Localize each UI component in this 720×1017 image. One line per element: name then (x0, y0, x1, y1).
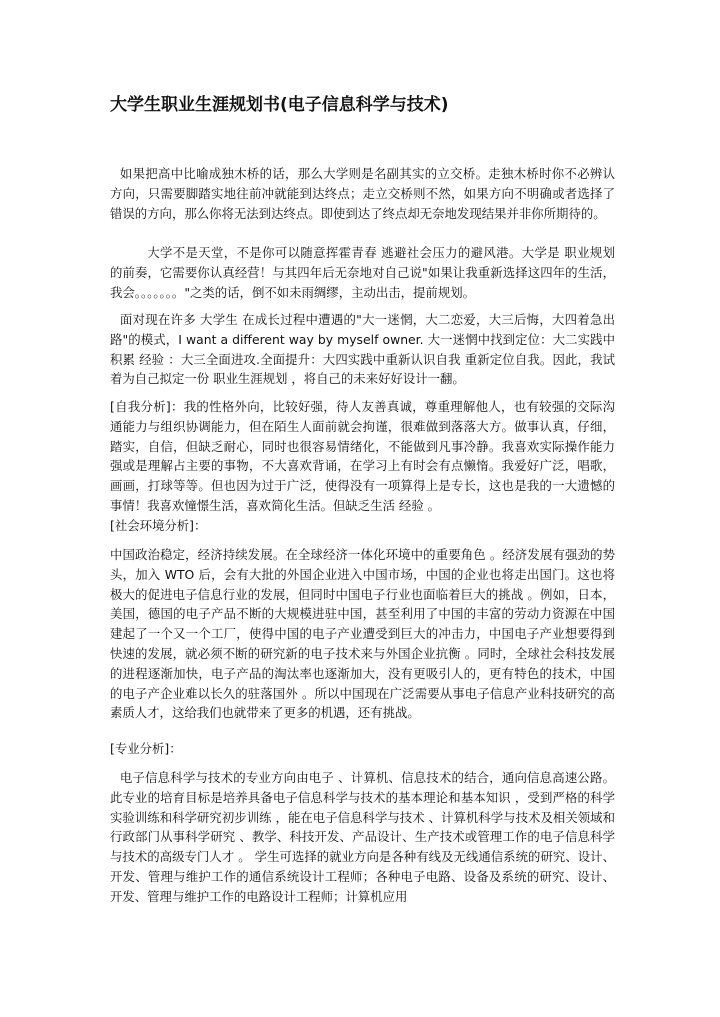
social-analysis-heading: [社会环境分析]： (110, 518, 207, 533)
intro-paragraph: 如果把高中比喻成独木桥的话，那么大学则是名副其实的立交桥。走独木桥时你不必辨认方向，只需要脚踏实地往前冲就能到达终点；走立交桥则不然，如果方向不明确或者选择了错误的方向，那么你将无法到达终点。即使到达了终点却无奈地发现结果并非你所期待的。 (110, 166, 615, 221)
planning-paragraph: 面对现在许多 大学生 在成长过程中遭遇的"大一迷惘，大二恋爱，大三后悔，大四着急出路"的模式，I want a different way by myself owner. 大一迷惘中找到定位：大二实践中积累 经验 ：大三全面进攻.全面提升：大四实践中重新认识自我 重新定位自我。因此，我试着为自己拟定一份 职业生涯规划 ，将自己的未来好好设计一翻。 (110, 312, 615, 387)
university-paragraph: 大学不是天堂，不是你可以随意挥霍青春 逃避社会压力的避风港。大学是 职业规划 的前奏，它需要你认真经营！与其四年后无奈地对自己说"如果让我重新选择这四年的生活，我会。。。。。。。"之类的话，倒不如未雨绸缪，主动出击，提前规划。 (110, 245, 615, 300)
major-analysis-paragraph: 电子信息科学与技术的专业方向由电子 、计算机、信息技术的结合，通向信息高速公路。 此专业的培育目标是培养具备电子信息科学与技术的基本理论和基本知识 ，受到严格的科学实验训练和科学研究初步训练 ，能在电子信息科学与技术 、计算机科学与技术及相关领域和行政部门从事科学研究 、教学、科技开发、产品设计、生产技术或管理工作的电子信息科学与技术的高级专门人才 。 学生可选择的就业方向是各种有线及无线通信系统的研究、设计、开发、管理与维护工作的通信系统设计工程师；各种电子电路、设备及系统的研究、设计、开发、管理与维护工作的电路设计工程师；计算机应用 (110, 770, 615, 904)
document-title: 大学生职业生涯规划书(电子信息科学与技术) (110, 95, 449, 115)
social-analysis-paragraph: 中国政治稳定，经济持续发展。在全球经济一体化环境中的重要角色 。经济发展有强劲的势头，加入 WTO 后，会有大批的外国企业进入中国市场，中国的企业也将走出国门。这也将极大的促进电子信息行业的发展，但同时中国电子行业也面临着巨大的挑战 。例如，日本，美国，德国的电子产品不断的大规模进驻中国，甚至利用了中国的丰富的劳动力资源在中国建起了一个又一个工厂，使得中国的电子产业遭受到巨大的冲击力，中国电子产业想要得到快速的发展，就必须不断的研究新的电子技术来与外国企业抗衡 。同时，全球社会科技发展的进程逐渐加快，电子产品的淘汰率也逐渐加大，没有更吸引人的，更有特色的技术，中国的电子产企业难以长久的驻落国外 。所以中国现在广泛需要从事电子信息产业科技研究的高素质人才，这给我们也就带来了更多的机遇，还有挑战。 (110, 547, 615, 721)
self-analysis-paragraph: [自我分析]：我的性格外向，比较好强，待人友善真诚，尊重理解他人，也有较强的交际沟通能力与组织协调能力，但在陌生人面前就会拘谨，很难做到落落大方。做事认真，仔细，踏实，自信，但缺乏耐心，同时也很容易情绪化，不能做到凡事冷静。我喜欢实际操作能力强或是理解占主要的事物，不大喜欢背诵，在学习上有时会有点懒惰。我爱好广泛，唱歌，画画，打球等等。但也因为过于广泛，使得没有一项算得上是专长，这也是我的一大遗憾的事情！我喜欢憧憬生活，喜欢简化生活。但缺乏生活 经验 。 (110, 399, 615, 513)
major-analysis-heading: [专业分析]： (110, 741, 182, 756)
